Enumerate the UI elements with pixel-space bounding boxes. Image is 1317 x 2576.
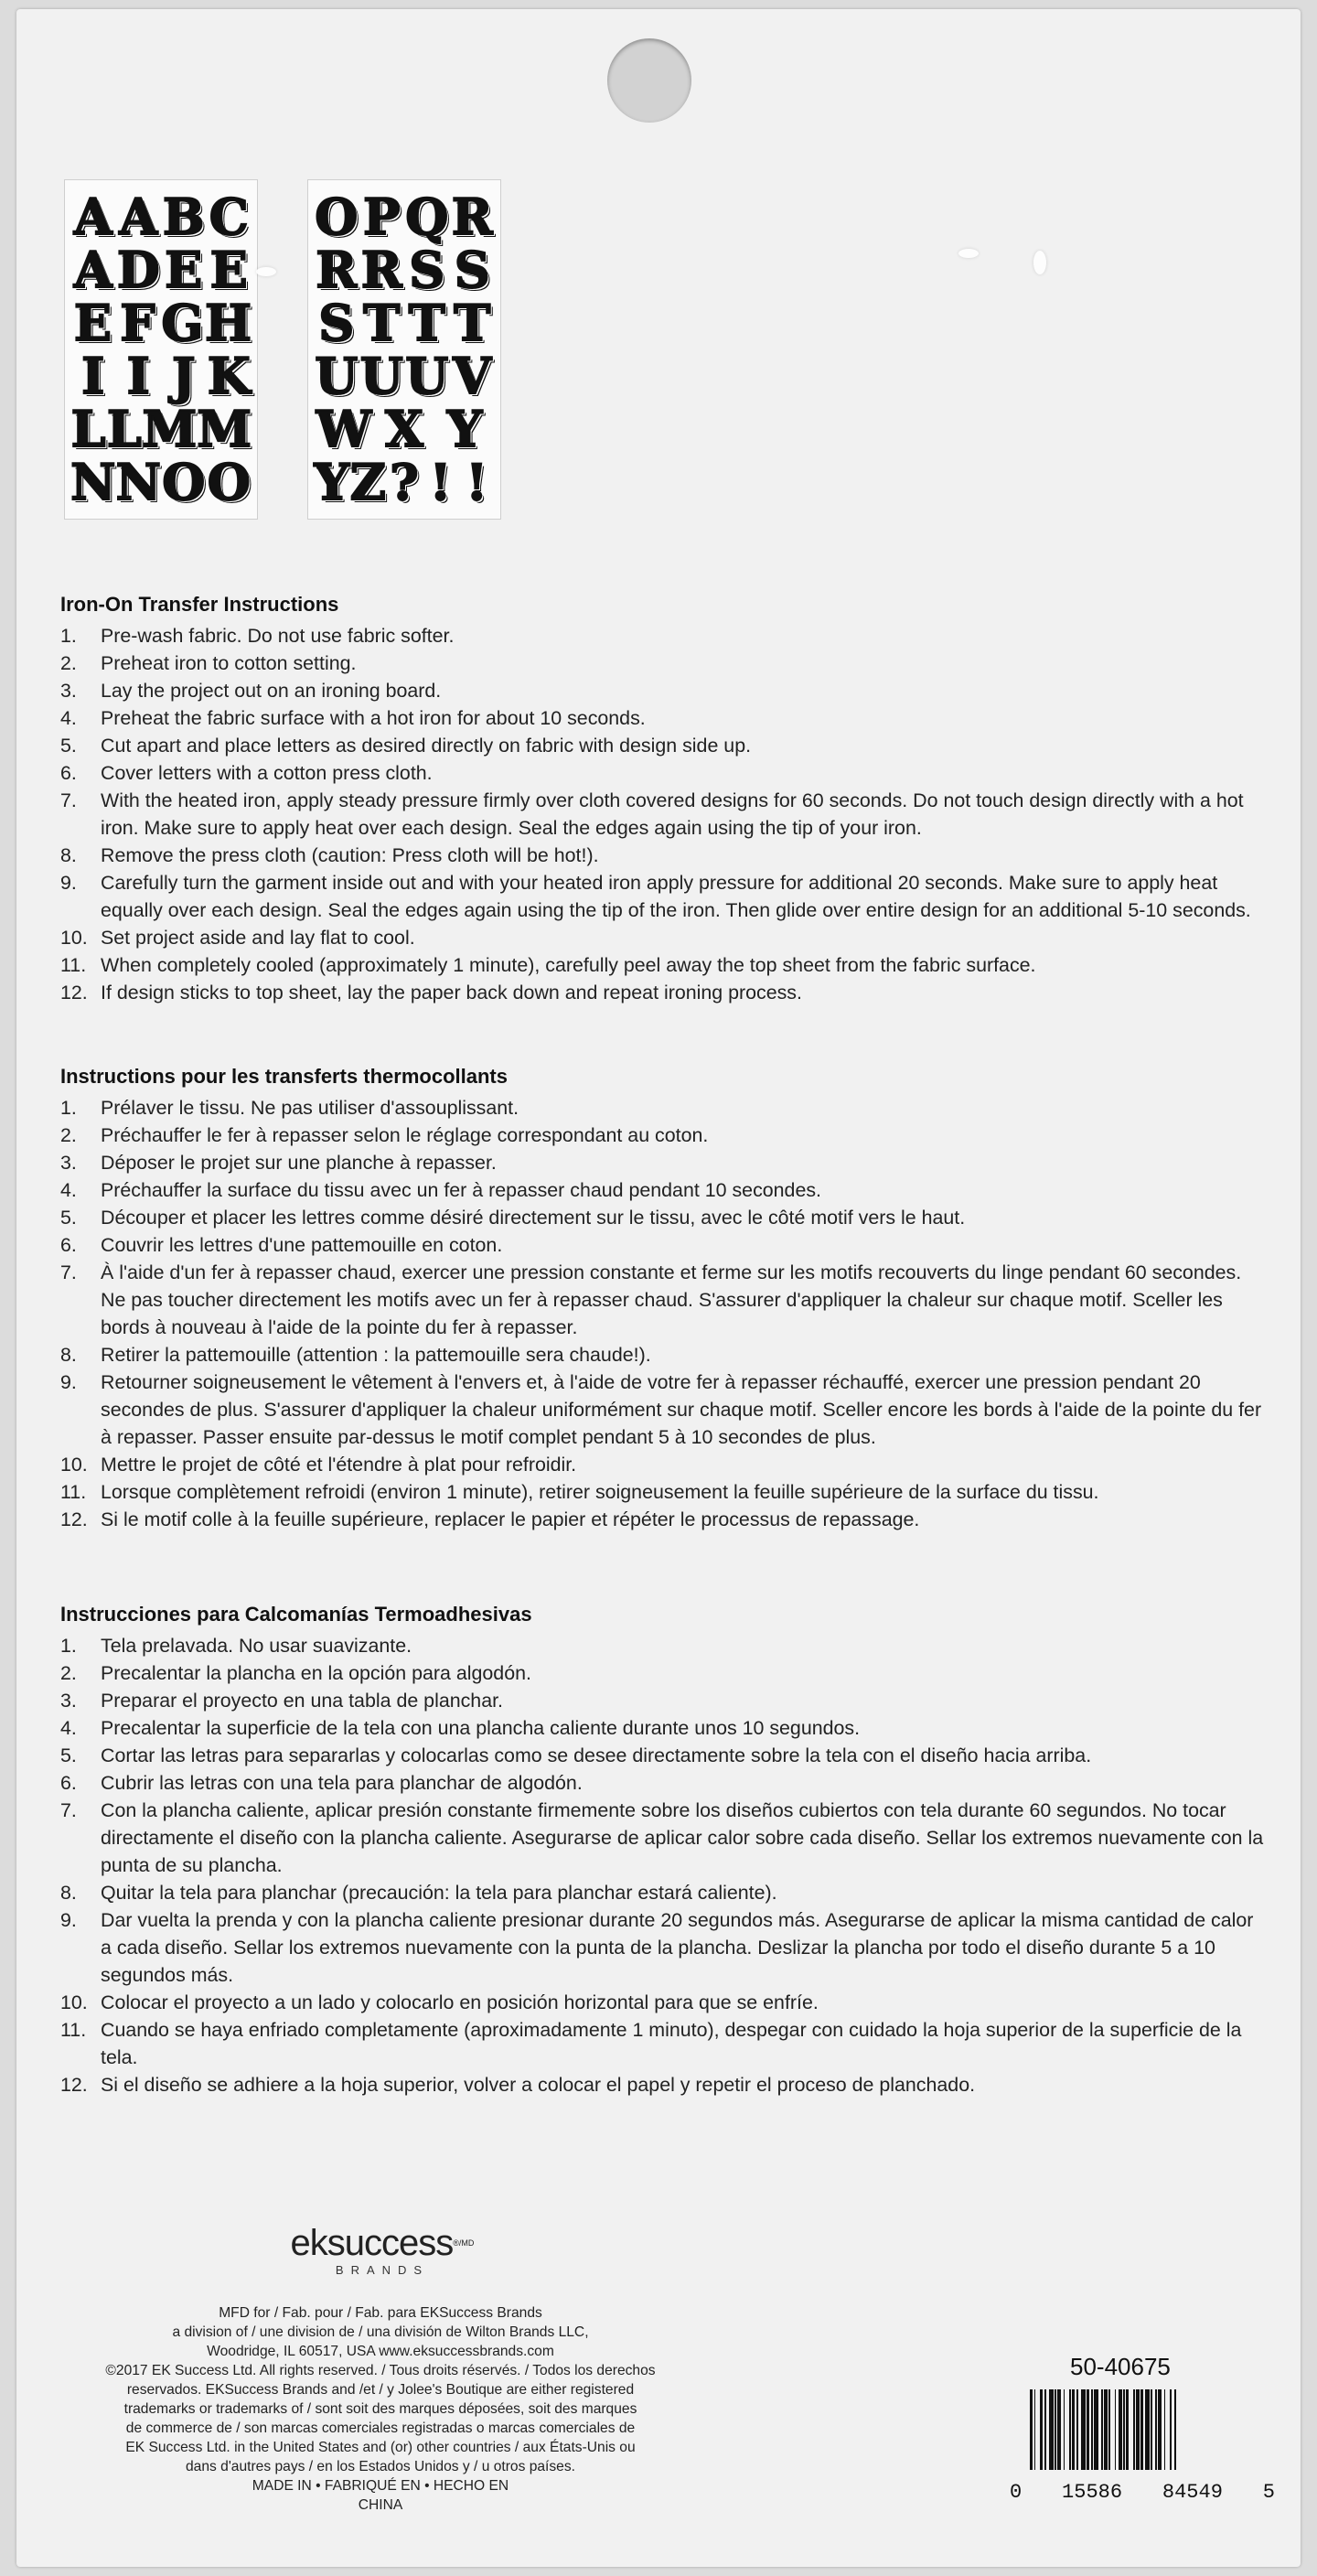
- letter-sticker-sheet-left: [64, 179, 258, 520]
- item-text: Quitar la tela para planchar (precaución: la tela para planchar estará caliente).: [101, 1882, 777, 1904]
- instruction-item: [60, 951, 1268, 979]
- instruction-item: [60, 649, 1268, 677]
- item-number: 1.: [60, 1097, 77, 1119]
- instruction-item: [60, 1797, 1268, 1879]
- item-text: Cut apart and place letters as desired directly on fabric with design side up.: [101, 735, 752, 757]
- glue-dot: [1033, 251, 1046, 274]
- item-number: 12.: [60, 1508, 88, 1530]
- instruction-item: [60, 2071, 1268, 2098]
- item-text: When completely cooled (approximately 1 minute), carefully peel away the top sheet from the fabric surface.: [101, 954, 1036, 976]
- legal-line: trademarks or trademarks of / sont soit des marques déposées, soit des marques: [123, 2401, 637, 2417]
- item-text: Prélaver le tissu. Ne pas utiliser d'assouplissant.: [101, 1097, 519, 1119]
- letter-sticker[interactable]: B: [162, 188, 205, 246]
- item-number: 3.: [60, 1152, 77, 1174]
- section-title: Instrucciones para Calcomanías Termoadhesivas: [60, 1603, 532, 1626]
- instruction-item: [60, 979, 1268, 1006]
- item-number: 8.: [60, 844, 77, 866]
- product-card-back: [16, 9, 1301, 2567]
- item-text: Déposer le projet sur une planche à repasser.: [101, 1152, 497, 1174]
- english-instructions: [60, 593, 1268, 1006]
- item-text: Carefully turn the garment inside out and with your heated iron apply pressure for additional 20 seconds. Make sure to apply heat equally over each design. Seal the edges again using the tip of the iron. Then glide over entire design for an additional 5-10 seconds.: [101, 872, 1251, 921]
- instruction-list: [60, 1094, 1268, 1533]
- item-text: Préchauffer le fer à repasser selon le réglage correspondant au coton.: [101, 1124, 709, 1146]
- instruction-item: [60, 1094, 1268, 1122]
- item-text: Set project aside and lay flat to cool.: [101, 927, 415, 949]
- letter-sticker[interactable]: D: [116, 241, 160, 299]
- letter-row: [314, 400, 495, 458]
- item-text: Lorsque complètement refroidi (environ 1 minute), retirer soigneusement la feuille supérieure de la surface du tissu.: [101, 1481, 1099, 1503]
- instruction-item: [60, 1122, 1268, 1149]
- item-number: 3.: [60, 680, 77, 702]
- item-number: 2.: [60, 652, 77, 674]
- upc-first: 0: [1010, 2481, 1023, 2504]
- glue-dot: [256, 267, 276, 276]
- letter-sticker[interactable]: J: [171, 347, 196, 405]
- item-number: 7.: [60, 1799, 77, 1821]
- legal-line: CHINA: [358, 2497, 403, 2513]
- item-number: 9.: [60, 872, 77, 894]
- item-number: 6.: [60, 762, 77, 784]
- instruction-item: [60, 704, 1268, 732]
- instruction-item: [60, 1368, 1268, 1451]
- letter-sticker[interactable]: G: [161, 294, 204, 352]
- legal-line: de commerce de / son marcas comerciales registradas o marcas comerciales de: [125, 2420, 636, 2436]
- letter-sticker[interactable]: S: [318, 294, 355, 352]
- item-number: 4.: [60, 1717, 77, 1739]
- letter-row: [314, 453, 495, 511]
- instruction-item: [60, 1742, 1268, 1769]
- letter-row: [70, 347, 252, 405]
- letter-sticker[interactable]: U: [405, 347, 449, 405]
- upc-last: 5: [1262, 2481, 1275, 2504]
- logo-mark: ®/MD: [453, 2238, 475, 2248]
- letter-sticker[interactable]: W: [316, 400, 372, 458]
- item-text: Découper et placer les lettres comme désiré directement sur le tissu, avec le côté motif vers le haut.: [101, 1207, 966, 1229]
- instruction-item: [60, 1204, 1268, 1231]
- letter-sticker[interactable]: X: [385, 400, 423, 458]
- legal-line: dans d'autres pays / en los Estados Unidos y / u otros países.: [186, 2459, 575, 2474]
- instruction-item: [60, 787, 1268, 842]
- letter-sticker[interactable]: !: [429, 453, 452, 511]
- letter-sticker[interactable]: C: [209, 188, 249, 246]
- letter-sticker[interactable]: N: [115, 453, 161, 511]
- item-text: Si el diseño se adhiere a la hoja superior, volver a colocar el papel y repetir el proceso de planchado.: [101, 2074, 976, 2096]
- barcode: [1030, 2389, 1249, 2470]
- item-text: Preheat the fabric surface with a hot iron for about 10 seconds.: [101, 707, 646, 729]
- legal-line: reservados. EKSuccess Brands and /et / y Jolee's Boutique are either registered: [126, 2382, 635, 2398]
- letter-sticker[interactable]: E: [73, 294, 112, 352]
- item-number: 10.: [60, 1991, 88, 2013]
- instruction-item: [60, 1879, 1268, 1906]
- item-number: 1.: [60, 625, 77, 647]
- section-title: Instructions pour les transferts thermocollants: [60, 1065, 508, 1088]
- letter-sticker[interactable]: S: [409, 241, 445, 299]
- item-text: Couvrir les lettres d'une pattemouille en coton.: [101, 1234, 503, 1256]
- item-number: 5.: [60, 1744, 77, 1766]
- letter-sticker[interactable]: A: [73, 241, 112, 299]
- item-text: Tela prelavada. No usar suavizante.: [101, 1635, 412, 1657]
- item-text: Precalentar la superficie de la tela con una plancha caliente durante unos 10 segundos.: [101, 1717, 861, 1739]
- letter-sticker[interactable]: H: [204, 294, 252, 352]
- legal-line: a division of / une division de / una división de Wilton Brands LLC,: [172, 2324, 589, 2340]
- item-number: 6.: [60, 1234, 77, 1256]
- item-text: Lay the project out on an ironing board.: [101, 680, 442, 702]
- item-number: 9.: [60, 1909, 77, 1931]
- letter-sticker[interactable]: O: [162, 453, 206, 511]
- letter-sticker[interactable]: A: [119, 188, 158, 246]
- letter-sticker[interactable]: K: [207, 347, 251, 405]
- logo-sub: BRANDS: [335, 2263, 430, 2277]
- letter-sticker[interactable]: Y: [314, 453, 350, 511]
- instruction-item: [60, 622, 1268, 649]
- instruction-item: [60, 1714, 1268, 1742]
- instruction-item: [60, 732, 1268, 759]
- item-number: 5.: [60, 1207, 77, 1229]
- item-text: Remove the press cloth (caution: Press cloth will be hot!).: [101, 844, 599, 866]
- item-number: 1.: [60, 1635, 77, 1657]
- letter-row: [314, 188, 495, 246]
- instruction-item: [60, 759, 1268, 787]
- logo-text: eksuccess: [290, 2223, 454, 2263]
- letter-row: [314, 294, 495, 352]
- sku-number: 50-40675: [1070, 2353, 1171, 2380]
- item-number: 12.: [60, 2074, 88, 2096]
- letter-sticker[interactable]: A: [73, 188, 112, 246]
- letter-sticker[interactable]: M: [197, 400, 252, 458]
- instruction-item: [60, 1478, 1268, 1506]
- legal-line: Woodridge, IL 60517, USA www.eksuccessbrands.com: [207, 2344, 554, 2359]
- item-number: 2.: [60, 1662, 77, 1684]
- item-text: Cuando se haya enfriado completamente (aproximadamente 1 minuto), despegar con cuidado la hoja superior de la superficie de la tela.: [101, 2019, 1242, 2068]
- instruction-item: [60, 1632, 1268, 1659]
- instruction-item: [60, 1989, 1268, 2016]
- letter-sticker[interactable]: E: [165, 241, 203, 299]
- legal-line: EK Success Ltd. in the United States and (or) other countries / aux États-Unis ou: [125, 2440, 636, 2455]
- item-number: 2.: [60, 1124, 77, 1146]
- upc-digits: [1010, 2481, 1275, 2504]
- item-text: Pre-wash fabric. Do not use fabric softer.: [101, 625, 455, 647]
- item-number: 8.: [60, 1344, 77, 1366]
- item-number: 4.: [60, 707, 77, 729]
- letter-sticker[interactable]: R: [360, 241, 402, 299]
- letter-sticker[interactable]: U: [315, 347, 359, 405]
- item-text: Cover letters with a cotton press cloth.: [101, 762, 433, 784]
- letter-row: [70, 453, 252, 511]
- glue-dot: [958, 249, 979, 258]
- letter-sticker[interactable]: P: [362, 188, 401, 246]
- instruction-item: [60, 1176, 1268, 1204]
- letter-row: [70, 188, 252, 246]
- item-text: Preparar el proyecto en una tabla de planchar.: [101, 1690, 503, 1712]
- instruction-item: [60, 1769, 1268, 1797]
- instruction-item: [60, 869, 1268, 924]
- instruction-item: [60, 1659, 1268, 1687]
- french-instructions: [60, 1065, 1268, 1533]
- upc-left: 15586: [1062, 2481, 1123, 2504]
- item-text: With the heated iron, apply steady pressure firmly over cloth covered designs for 60 seconds. Do not touch design directly with a hot iron. Make sure to apply heat over each design. Seal the edges again using the tip of your iron.: [101, 789, 1244, 839]
- item-text: Si le motif colle à la feuille supérieure, replacer le papier et répéter le processus de repassage.: [101, 1508, 920, 1530]
- upc-right: 84549: [1162, 2481, 1223, 2504]
- letter-sticker[interactable]: O: [315, 188, 359, 246]
- instruction-item: [60, 1687, 1268, 1714]
- letter-sticker[interactable]: F: [120, 294, 155, 352]
- letter-row: [70, 241, 252, 299]
- letter-sticker[interactable]: T: [408, 294, 445, 352]
- letter-sticker[interactable]: ?: [390, 453, 419, 511]
- letter-sticker[interactable]: Y: [446, 400, 483, 458]
- letter-sticker[interactable]: L: [106, 400, 142, 458]
- instruction-item: [60, 1506, 1268, 1533]
- instruction-item: [60, 1451, 1268, 1478]
- letter-sticker[interactable]: N: [70, 453, 116, 511]
- letter-sticker[interactable]: I: [126, 347, 150, 405]
- instruction-item: [60, 1341, 1268, 1368]
- item-text: If design sticks to top sheet, lay the paper back down and repeat ironing process.: [101, 982, 802, 1004]
- spanish-instructions: [60, 1603, 1268, 2098]
- legal-text: [70, 2303, 691, 2515]
- instruction-item: [60, 924, 1268, 951]
- letter-sticker[interactable]: O: [207, 453, 251, 511]
- instruction-item: [60, 842, 1268, 869]
- legal-line: MADE IN • FABRIQUÉ EN • HECHO EN: [252, 2478, 509, 2494]
- item-text: Colocar el proyecto a un lado y colocarlo en posición horizontal para que se enfríe.: [101, 1991, 819, 2013]
- legal-line: ©2017 EK Success Ltd. All rights reserved. / Tous droits réservés. / Todos los derechos: [105, 2363, 656, 2378]
- section-title: Iron-On Transfer Instructions: [60, 593, 339, 616]
- barcode-bar: [1176, 2389, 1178, 2470]
- item-number: 10.: [60, 927, 88, 949]
- letter-sticker[interactable]: Q: [405, 188, 449, 246]
- item-number: 11.: [60, 1481, 87, 1503]
- instruction-item: [60, 1906, 1268, 1989]
- letter-sticker[interactable]: E: [209, 241, 248, 299]
- item-text: Precalentar la plancha en la opción para algodón.: [101, 1662, 531, 1684]
- item-number: 11.: [60, 954, 87, 976]
- item-text: Retirer la pattemouille (attention : la pattemouille sera chaude!).: [101, 1344, 651, 1366]
- letter-sticker[interactable]: R: [451, 188, 493, 246]
- item-number: 4.: [60, 1179, 77, 1201]
- item-text: Mettre le projet de côté et l'étendre à plat pour refroidir.: [101, 1454, 577, 1476]
- item-number: 10.: [60, 1454, 88, 1476]
- item-number: 7.: [60, 1261, 77, 1283]
- item-text: Préchauffer la surface du tissu avec un fer à repasser chaud pendant 10 secondes.: [101, 1179, 821, 1201]
- item-number: 3.: [60, 1690, 77, 1712]
- letter-sticker[interactable]: U: [359, 347, 403, 405]
- instruction-item: [60, 1149, 1268, 1176]
- letter-sticker[interactable]: T: [363, 294, 401, 352]
- letter-sticker[interactable]: S: [454, 241, 490, 299]
- item-number: 7.: [60, 789, 77, 811]
- letter-row: [70, 400, 252, 458]
- letter-sticker[interactable]: !: [466, 453, 488, 511]
- letter-sticker[interactable]: M: [142, 400, 198, 458]
- item-number: 8.: [60, 1882, 77, 1904]
- item-text: Cortar las letras para separarlas y colocarlas como se desee directamente sobre la tela con el diseño hacia arriba.: [101, 1744, 1092, 1766]
- item-text: Cubrir las letras con una tela para planchar de algodón.: [101, 1772, 583, 1794]
- item-text: Retourner soigneusement le vêtement à l'envers et, à l'aide de votre fer à repasser réchauffé, exercer une pression pendant 20 secondes de plus. S'assurer d'appliquer la chaleur uniformément sur chaque motif. Sceller encore les bords à l'aide de la pointe du fer à repasser. Passer ensuite par-dessus le motif complet pendant 5 à 10 secondes de plus.: [101, 1371, 1262, 1448]
- legal-line: MFD for / Fab. pour / Fab. para EKSuccess Brands: [219, 2305, 542, 2321]
- instruction-list: [60, 1632, 1268, 2098]
- item-text: Con la plancha caliente, aplicar presión constante firmemente sobre los diseños cubiertos con tela durante 60 segundos. No tocar directamente el diseño con la plancha caliente. Asegurarse de aplicar calor sobre cada diseño. Sellar los extremos nuevamente con la punta de su plancha.: [101, 1799, 1264, 1876]
- instruction-item: [60, 2016, 1268, 2071]
- letter-row: [70, 294, 252, 352]
- instruction-list: [60, 622, 1268, 1006]
- letter-sticker[interactable]: I: [81, 347, 105, 405]
- item-text: Dar vuelta la prenda y con la plancha caliente presionar durante 20 segundos más. Asegurarse de aplicar la misma cantidad de calor a cada diseño. Sellar los extremos nuevamente con la punta de la plancha. Deslizar la plancha por todo el diseño durante 5 a 10 segundos más.: [101, 1909, 1254, 1986]
- letter-sticker[interactable]: V: [453, 347, 492, 405]
- item-number: 6.: [60, 1772, 77, 1794]
- item-number: 5.: [60, 735, 77, 757]
- letter-sticker[interactable]: T: [454, 294, 491, 352]
- letter-sticker[interactable]: Z: [349, 453, 387, 511]
- instruction-item: [60, 1259, 1268, 1341]
- letter-sticker[interactable]: L: [70, 400, 106, 458]
- item-number: 9.: [60, 1371, 77, 1393]
- letter-sticker-sheet-right: [307, 179, 501, 520]
- instruction-item: [60, 677, 1268, 704]
- letter-row: [314, 241, 495, 299]
- brand-logo: [273, 2223, 492, 2277]
- hang-hole: [607, 38, 691, 123]
- item-number: 11.: [60, 2019, 87, 2041]
- item-text: Preheat iron to cotton setting.: [101, 652, 357, 674]
- letter-row: [314, 347, 495, 405]
- instruction-item: [60, 1231, 1268, 1259]
- item-text: À l'aide d'un fer à repasser chaud, exercer une pression constante et ferme sur les motifs recouverts du linge pendant 60 secondes. Ne pas toucher directement les motifs avec un fer à repasser chaud. S'assurer d'appliquer la chaleur sur chaque motif. Sceller les bords à nouveau à l'aide de la pointe du fer à repasser.: [101, 1261, 1242, 1338]
- letter-sticker[interactable]: R: [316, 241, 358, 299]
- item-number: 12.: [60, 982, 88, 1004]
